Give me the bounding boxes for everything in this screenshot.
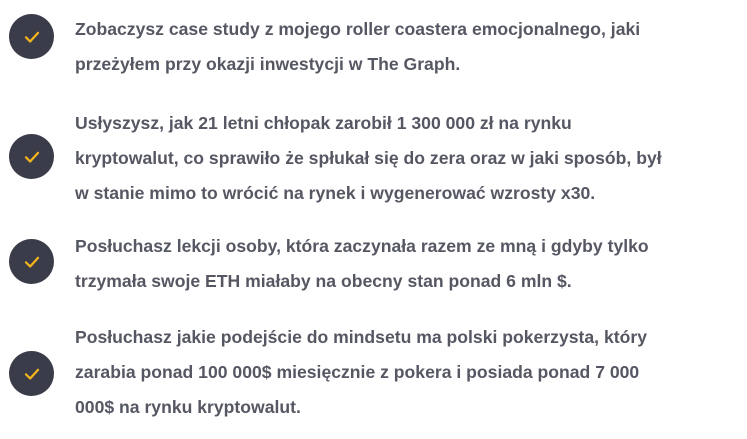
list-item-line: kryptowalut, co sprawiło że spłukał się do zera oraz w jaki sposób, był <box>75 148 662 168</box>
list-item-line: 000$ na rynku kryptowalut. <box>75 397 301 417</box>
checkmark-badge <box>9 239 54 284</box>
checkmark-badge <box>9 351 54 396</box>
checkmark-badge <box>9 134 54 179</box>
checkmark-icon <box>23 253 41 271</box>
list-item-line: Usłyszysz, jak 21 letni chłopak zarobił 1 300 000 zł na rynku <box>75 113 572 133</box>
list-item-line: trzymała swoje ETH miałaby na obecny stan ponad 6 mln $. <box>75 271 572 291</box>
list-item-line: zarabia ponad 100 000$ miesięcznie z pokera i posiada ponad 7 000 <box>75 362 640 382</box>
list-item-text <box>75 106 743 211</box>
list-item-text <box>75 12 743 82</box>
list-item-line: w stanie mimo to wrócić na rynek i wygenerować wzrosty x30. <box>75 183 596 203</box>
checkmark-badge <box>9 14 54 59</box>
checkmark-icon <box>23 365 41 383</box>
checkmark-icon <box>23 28 41 46</box>
checkmark-icon <box>23 148 41 166</box>
list-item-line: Zobaczysz case study z mojego roller coastera emocjonalnego, jaki <box>75 19 641 39</box>
list-item-text <box>75 320 743 425</box>
list-item-line: Posłuchasz jakie podejście do mindsetu ma polski pokerzysta, który <box>75 327 647 347</box>
list-item-line: przeżyłem przy okazji inwestycji w The Graph. <box>75 54 461 74</box>
list-item-text <box>75 229 743 299</box>
list-item-line: Posłuchasz lekcji osoby, która zaczynała razem ze mną i gdyby tylko <box>75 236 649 256</box>
